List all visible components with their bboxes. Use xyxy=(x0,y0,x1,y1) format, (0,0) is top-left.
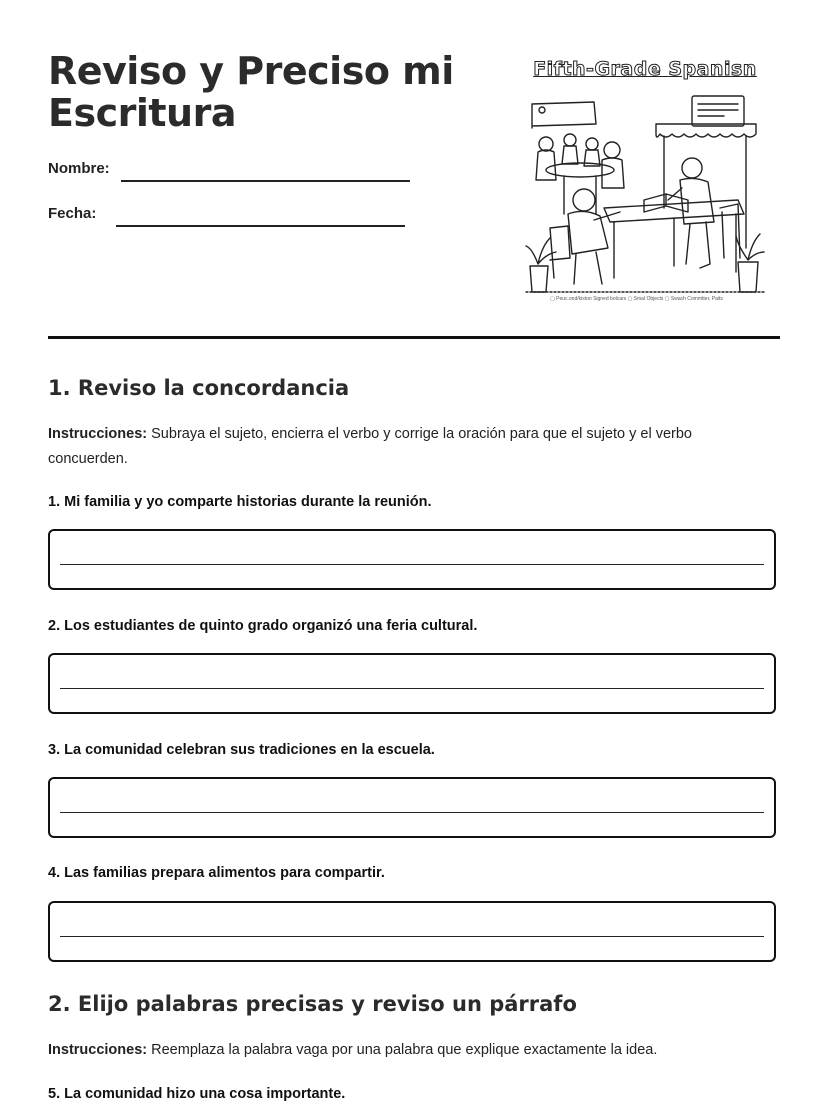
question-2: 2. Los estudiantes de quinto grado organizó una feria cultural. xyxy=(48,618,478,634)
question-5: 5. La comunidad hizo una cosa importante. xyxy=(48,1086,346,1102)
classroom-scene-icon xyxy=(524,88,766,294)
question-1: 1. Mi familia y yo comparte historias durante la reunión. xyxy=(48,494,432,510)
instructions-label: Instrucciones: xyxy=(48,1042,148,1058)
section-2-title: 2. Elijo palabras precisas y reviso un párrafo xyxy=(48,992,577,1016)
name-write-line[interactable] xyxy=(121,180,410,182)
question-4: 4. Las familias prepara alimentos para compartir. xyxy=(48,865,385,881)
worksheet-header xyxy=(48,0,780,336)
answer-line xyxy=(60,812,764,813)
answer-box-3[interactable] xyxy=(48,777,776,838)
date-label: Fecha: xyxy=(48,205,97,222)
answer-line xyxy=(60,936,764,937)
answer-box-2[interactable] xyxy=(48,653,776,714)
illustration-caption: Fifth-Grade Spanisn xyxy=(533,58,757,80)
header-divider xyxy=(48,336,780,339)
answer-box-4[interactable] xyxy=(48,901,776,962)
answer-line xyxy=(60,688,764,689)
answer-line xyxy=(60,564,764,565)
section-1-instructions xyxy=(48,422,748,472)
page-title: Reviso y Preciso mi Escritura xyxy=(48,49,454,135)
illustration-legend: ▢ Peuc.ond/kiston Signed bolcars ▢ Smal Objects ▢ Swach Commtter, Paits xyxy=(550,296,723,302)
instructions-text: Reemplaza la palabra vaga por una palabra que explique exactamente la idea. xyxy=(147,1042,658,1058)
worksheet-page xyxy=(48,0,780,1102)
section-1-title: 1. Reviso la concordancia xyxy=(48,376,350,400)
section-2-instructions xyxy=(48,1038,748,1063)
answer-box-1[interactable] xyxy=(48,529,776,590)
question-3: 3. La comunidad celebran sus tradiciones en la escuela. xyxy=(48,742,435,758)
instructions-text: Subraya el sujeto, encierra el verbo y corrige la oración para que el sujeto y el verbo concuerden. xyxy=(48,426,692,467)
name-label: Nombre: xyxy=(48,160,110,177)
date-write-line[interactable] xyxy=(116,225,405,227)
classroom-illustration xyxy=(524,58,766,308)
instructions-label: Instrucciones: xyxy=(48,426,148,442)
